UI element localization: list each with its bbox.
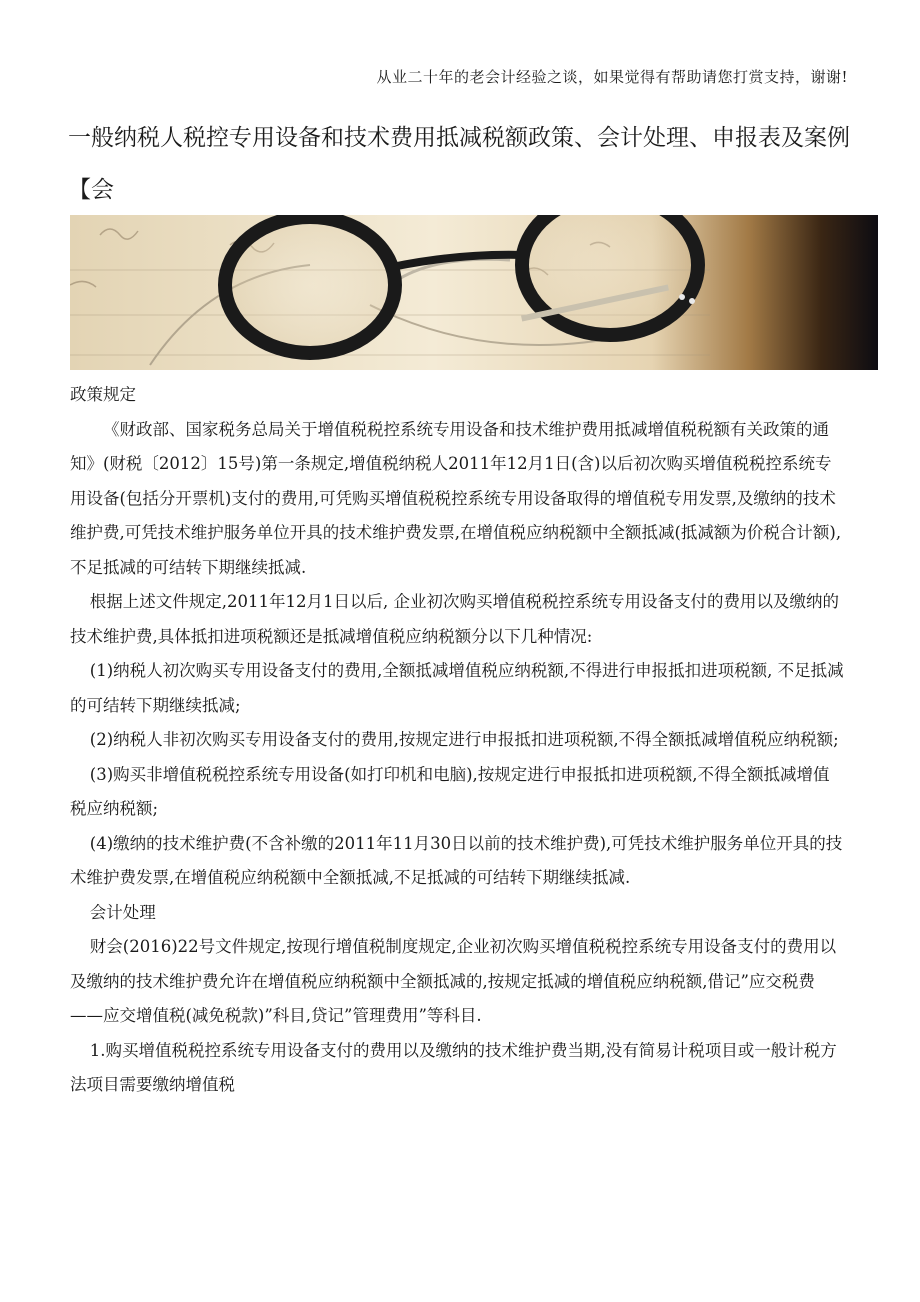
paragraph-policy-notice: 《财政部、国家税务总局关于增值税税控系统专用设备和技术维护费用抵减增值税税额有关政策的通知》(财税〔2012〕15号)第一条规定,增值税纳税人2011年12月1日(含)以后初次购买增值税税控系统专用设备(包括分开票机)支付的费用,可凭购买增值税税控系统专用设备取得的增值税专用发票,及缴纳的技术维护费,可凭技术维护服务单位开具的技术维护费发票,在增值税应纳税额中全额抵减(抵减额为价税合计额),不足抵减的可结转下期继续抵减.: [70, 419, 842, 577]
list-item-3: (3)购买非增值税税控系统专用设备(如打印机和电脑),按规定进行申报抵扣进项税额,不得全额抵减增值税应纳税额;: [70, 764, 830, 818]
paragraph-accounting: 财会(2016)22号文件规定,按现行增值税制度规定,企业初次购买增值税税控系统专用设备支付的费用以及缴纳的技术维护费允许在增值税应纳税额中全额抵减的,按规定抵减的增值税应纳税额,借记”应交税费——应交增值税(减免税款)”科目,贷记”管理费用”等科目.: [70, 937, 837, 1025]
section-heading-accounting: 会计处理: [89, 902, 156, 922]
section-heading-policy: 政策规定: [70, 385, 136, 404]
document-body: [70, 378, 846, 1103]
hero-image: [70, 215, 878, 370]
list-item-4: (4)缴纳的技术维护费(不含补缴的2011年11月30日以前的技术维护费),可凭技术维护服务单位开具的技术维护费发票,在增值税应纳税额中全额抵减,不足抵减的可结转下期继续抵减.: [70, 833, 843, 887]
paragraph-case-1: 1.购买增值税税控系统专用设备支付的费用以及缴纳的技术维护费当期,没有简易计税项目或一般计税方法项目需要缴纳增值税: [70, 1040, 837, 1094]
list-item-1: (1)纳税人初次购买专用设备支付的费用,全额抵减增值税应纳税额,不得进行申报抵扣进项税额, 不足抵减的可结转下期继续抵减;: [70, 661, 844, 715]
list-item-2: (2)纳税人非初次购买专用设备支付的费用,按规定进行申报抵扣进项税额,不得全额抵减增值税应纳税额;: [89, 730, 839, 749]
top-note: 从业二十年的老会计经验之谈，如果觉得有帮助请您打赏支持，谢谢!: [376, 68, 848, 86]
title-line-1: 一般纳税人税控专用设备和技术费用抵减税额政策、会计处理、申报表及案例【会: [68, 125, 850, 203]
paragraph-situations-intro: 根据上述文件规定,2011年12月1日以后, 企业初次购买增值税税控系统专用设备支付的费用以及缴纳的技术维护费,具体抵扣进项税额还是抵减增值税应纳税额分以下几种情况:: [70, 592, 840, 646]
